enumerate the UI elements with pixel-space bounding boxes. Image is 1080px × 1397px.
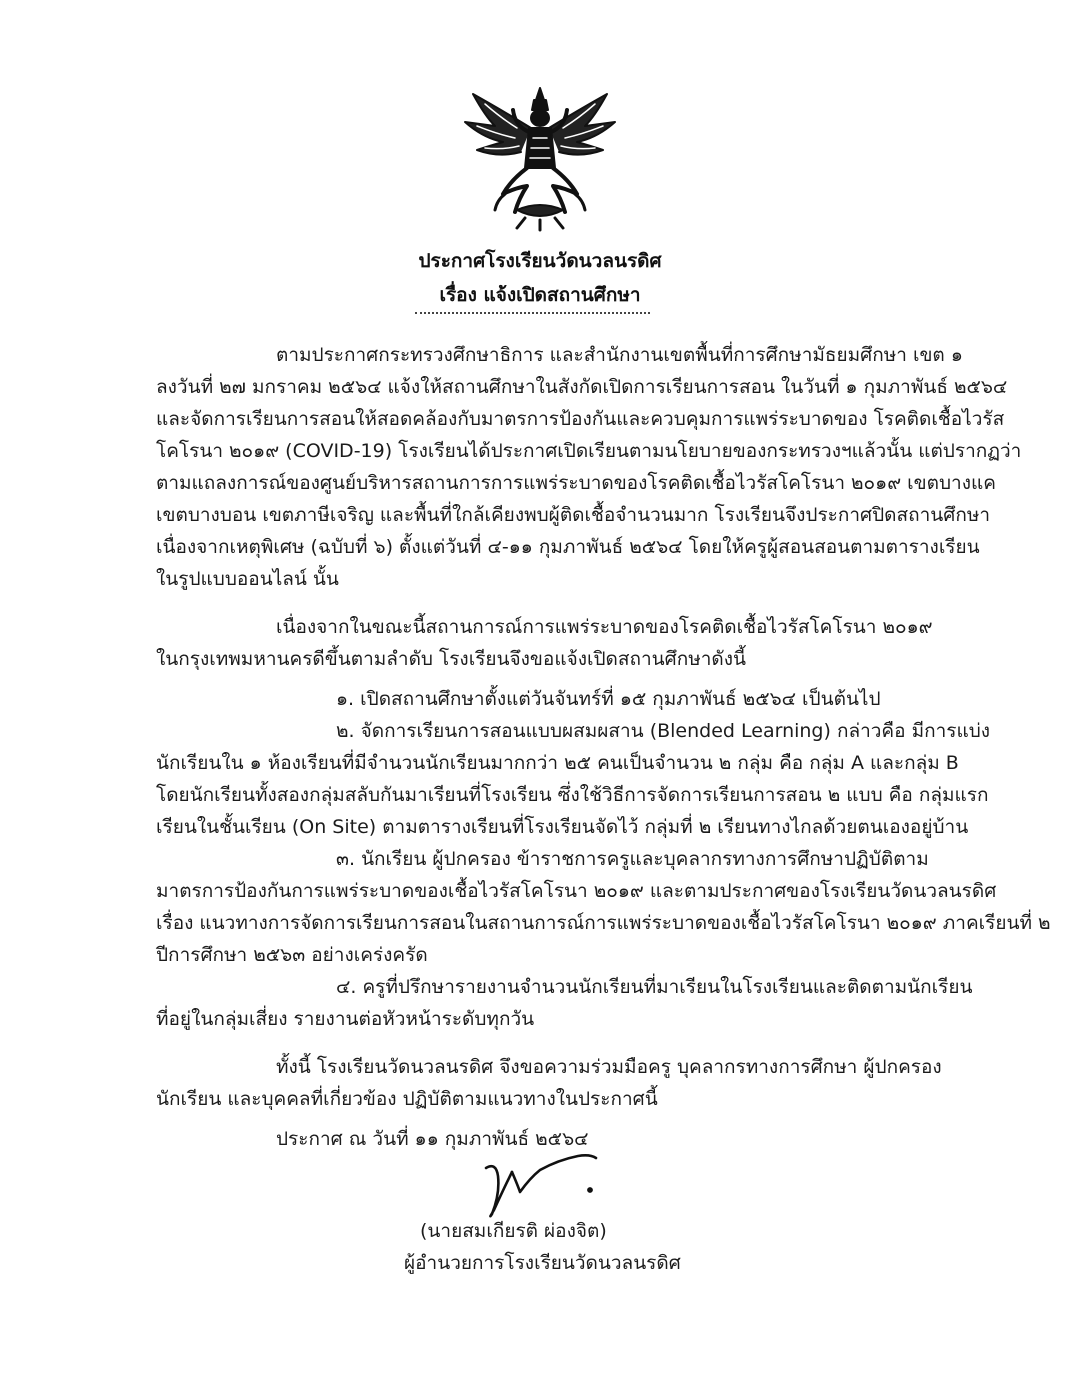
document-subject: เรื่อง แจ้งเปิดสถานศึกษา: [439, 284, 641, 306]
body-line: เนื่องจากเหตุพิเศษ (ฉบับที่ ๖) ตั้งแต่วันที่ ๔-๑๑ กุมภาพันธ์ ๒๕๖๔ โดยให้ครูผู้สอนสอนตามตารางเรียน: [156, 536, 980, 558]
separator-line: [415, 312, 650, 314]
signer-name: (นายสมเกียรติ ผ่องจิต): [420, 1220, 607, 1242]
body-line: เขตบางบอน เขตภาษีเจริญ และพื้นที่ใกล้เคียงพบผู้ติดเชื้อจำนวนมาก โรงเรียนจึงประกาศปิดสถานศึกษา: [156, 504, 991, 526]
body-line: ตามประกาศกระทรวงศึกษาธิการ และสำนักงานเขตพื้นที่การศึกษามัธยมศึกษา เขต ๑: [276, 344, 963, 366]
body-line: และจัดการเรียนการสอนให้สอดคล้องกับมาตรการป้องกันและควบคุมการแพร่ระบาดของ โรคติดเชื้อไวรัส: [156, 408, 1005, 430]
list-item: ๑. เปิดสถานศึกษาตั้งแต่วันจันทร์ที่ ๑๕ กุมภาพันธ์ ๒๕๖๔ เป็นต้นไป: [336, 688, 881, 710]
body-line: เนื่องจากในขณะนี้สถานการณ์การแพร่ระบาดของโรคติดเชื้อไวรัสโคโรนา ๒๐๑๙: [276, 616, 933, 638]
list-item: ๔. ครูที่ปรึกษารายงานจำนวนนักเรียนที่มาเรียนในโรงเรียนและติดตามนักเรียน: [336, 976, 973, 998]
list-item-line: นักเรียนใน ๑ ห้องเรียนที่มีจำนวนนักเรียนมากกว่า ๒๕ คนเป็นจำนวน ๒ กลุ่ม คือ กลุ่ม A และกลุ่ม B: [156, 752, 959, 774]
list-item-line: มาตรการป้องกันการแพร่ระบาดของเชื้อไวรัสโคโรนา ๒๐๑๙ และตามประกาศของโรงเรียนวัดนวลนรดิศ: [156, 880, 997, 902]
signer-position: ผู้อำนวยการโรงเรียนวัดนวลนรดิศ: [404, 1252, 681, 1274]
announcement-date: ประกาศ ณ วันที่ ๑๑ กุมภาพันธ์ ๒๕๖๔: [276, 1128, 589, 1150]
handwritten-signature: [478, 1148, 608, 1220]
body-line: ตามแถลงการณ์ของศูนย์บริหารสถานการการแพร่ระบาดของโรคติดเชื้อไวรัสโคโรนา ๒๐๑๙ เขตบางแค: [156, 472, 996, 494]
list-item-line: เรื่อง แนวทางการจัดการเรียนการสอนในสถานการณ์การแพร่ระบาดของเชื้อไวรัสโคโรนา ๒๐๑๙ ภาคเรียนที่ ๒: [156, 912, 1051, 934]
list-item: ๒. จัดการเรียนการสอนแบบผสมผสาน (Blended Learning) กล่าวคือ มีการแบ่ง: [336, 720, 991, 742]
list-item-line: ปีการศึกษา ๒๕๖๓ อย่างเคร่งครัด: [156, 944, 428, 966]
body-line: โคโรนา ๒๐๑๙ (COVID-19) โรงเรียนได้ประกาศเปิดเรียนตามนโยบายของกระทรวงฯแล้วนั้น แต่ปรากฏว่า: [156, 440, 1022, 462]
body-line: ในรูปแบบออนไลน์ นั้น: [156, 568, 339, 590]
list-item: ๓. นักเรียน ผู้ปกครอง ข้าราชการครูและบุคลากรทางการศึกษาปฏิบัติตาม: [336, 848, 929, 870]
list-item-line: โดยนักเรียนทั้งสองกลุ่มสลับกันมาเรียนที่โรงเรียน ซึ่งใช้วิธีการจัดการเรียนการสอน ๒ แบบ คือ กลุ่มแรก: [156, 784, 989, 806]
closing-line: ทั้งนี้ โรงเรียนวัดนวลนรดิศ จึงขอความร่วมมือครู บุคลากรทางการศึกษา ผู้ปกครอง: [276, 1056, 942, 1078]
closing-line: นักเรียน และบุคคลที่เกี่ยวข้อง ปฏิบัติตามแนวทางในประกาศนี้: [156, 1088, 658, 1110]
list-item-line: ที่อยู่ในกลุ่มเสี่ยง รายงานต่อหัวหน้าระดับทุกวัน: [156, 1008, 535, 1030]
body-line: ลงวันที่ ๒๗ มกราคม ๒๕๖๔ แจ้งให้สถานศึกษาในสังกัดเปิดการเรียนการสอน ในวันที่ ๑ กุมภาพันธ์ ๒๕๖๔: [156, 376, 1008, 398]
document-title: ประกาศโรงเรียนวัดนวลนรดิศ: [418, 250, 662, 272]
garuda-emblem-icon: [455, 82, 625, 232]
list-item-line: เรียนในชั้นเรียน (On Site) ตามตารางเรียนที่โรงเรียนจัดไว้ กลุ่มที่ ๒ เรียนทางไกลด้วยตนเองอยู่บ้าน: [156, 816, 969, 838]
body-line: ในกรุงเทพมหานครดีขึ้นตามลำดับ โรงเรียนจึงขอแจ้งเปิดสถานศึกษาดังนี้: [156, 648, 747, 670]
